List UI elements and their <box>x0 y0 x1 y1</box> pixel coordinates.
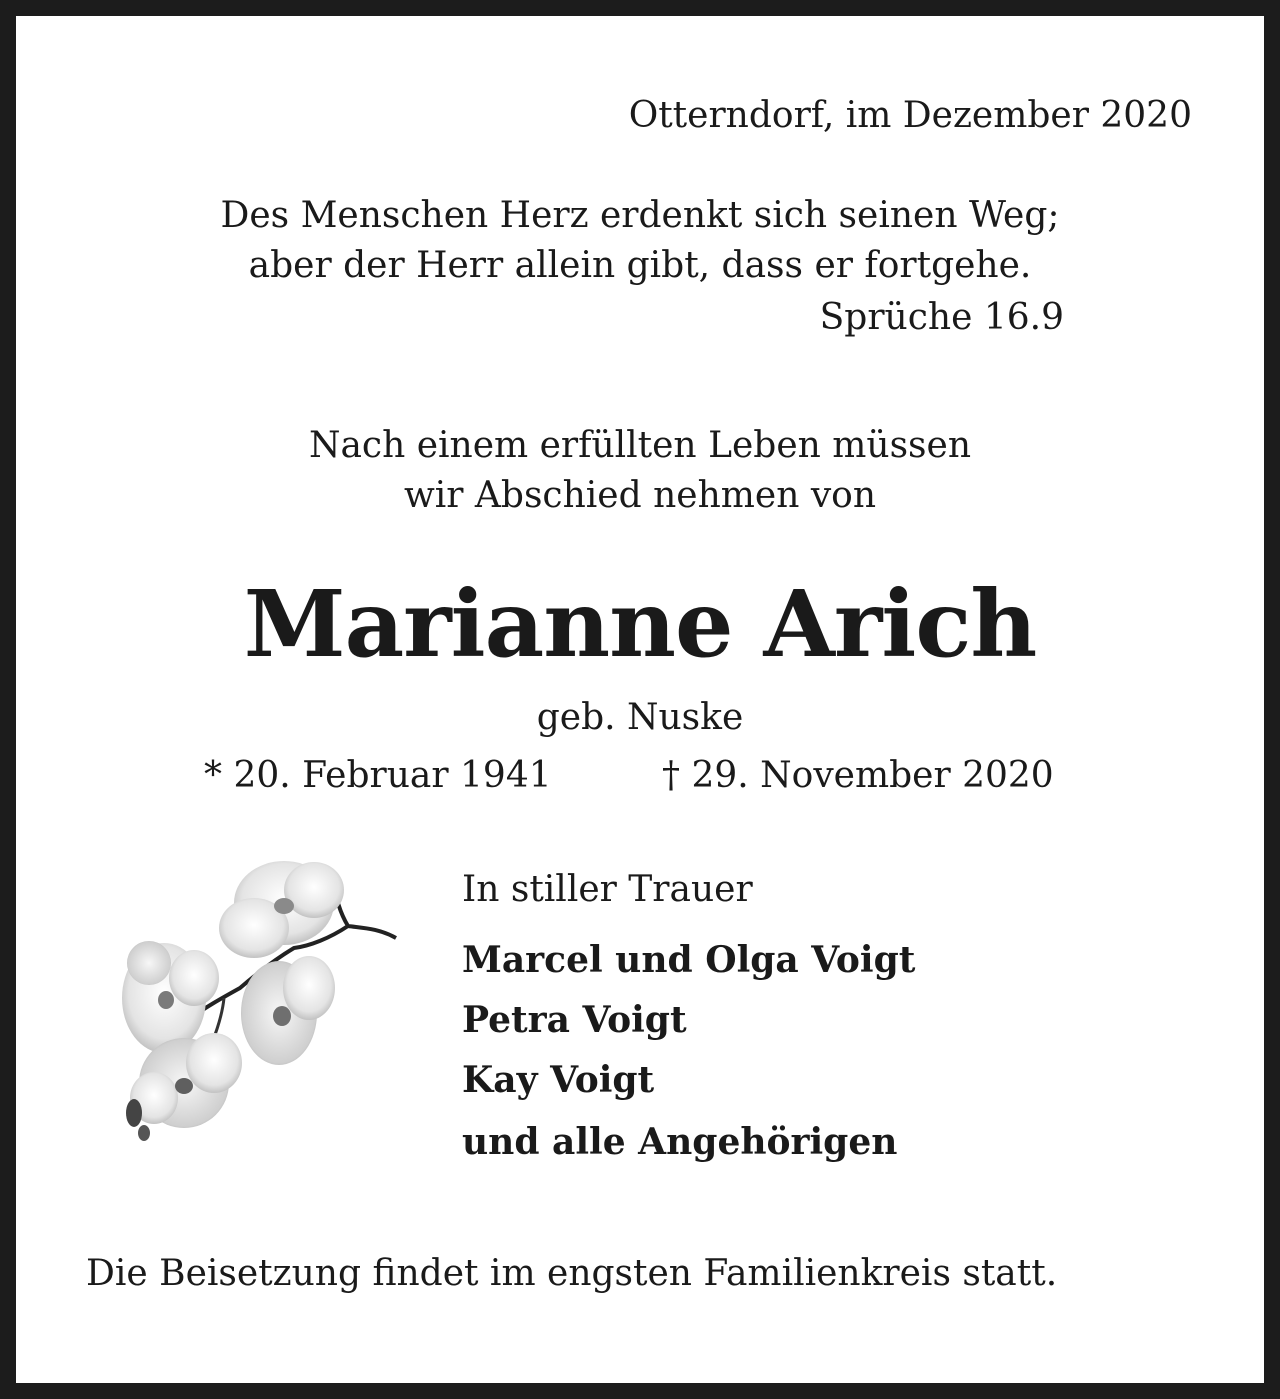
maiden-name: geb. Nuske <box>536 697 744 738</box>
orchid-image <box>104 848 404 1143</box>
verse-reference: Sprüche 16.9 <box>819 297 1064 338</box>
mourner-name: Kay Voigt <box>462 1059 655 1101</box>
intro-line-1: Nach einem erfüllten Leben müssen <box>308 425 972 466</box>
mourner-name: und alle Angehörigen <box>462 1121 898 1163</box>
mourner-name: Marcel und Olga Voigt <box>462 939 916 981</box>
death-date: † 29. November 2020 <box>662 755 1054 796</box>
verse-line-1: Des Menschen Herz erdenkt sich seinen Weg; <box>220 195 1060 236</box>
place-date: Otterndorf, im Dezember 2020 <box>628 95 1192 136</box>
deceased-name: Marianne Arich <box>243 570 1037 678</box>
verse-line-2: aber der Herr allein gibt, dass er fortgehe. <box>248 245 1032 286</box>
birth-date: * 20. Februar 1941 <box>204 755 552 796</box>
mourning-heading: In stiller Trauer <box>462 869 753 910</box>
mourner-name: Petra Voigt <box>462 999 687 1041</box>
intro-line-2: wir Abschied nehmen von <box>403 475 877 516</box>
funeral-note: Die Beisetzung findet im engsten Familienkreis statt. <box>86 1253 1058 1294</box>
